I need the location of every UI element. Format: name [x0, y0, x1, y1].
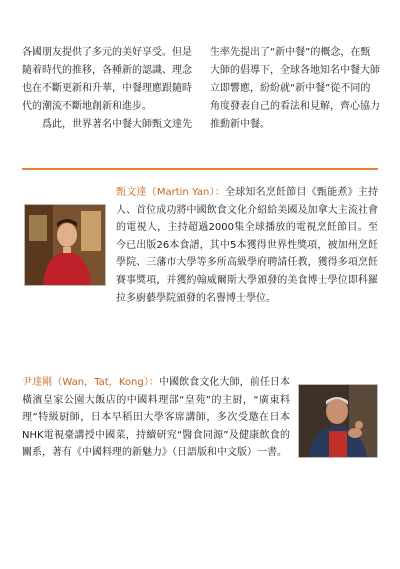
bio-name: 甄文達（Martin Yan）： — [116, 187, 225, 198]
section-divider — [22, 168, 378, 170]
intro-left-column — [22, 44, 192, 134]
intro-paragraph-3: 生率先提出了“新中餐”的概念，在甄大師的倡導下，全球各地知名中餐大師立即響應，紛紛就“新中餐”從不同的角度發表自己的看法和見解，齊心協力推動新中餐。 — [210, 47, 380, 130]
martin-yan-photo — [24, 204, 106, 286]
intro-columns — [22, 44, 380, 134]
bio-martin-yan — [116, 184, 378, 307]
portrait-gesturing-man-icon — [299, 385, 377, 457]
intro-paragraph-1: 各國朋友提供了多元的美好享受。但是隨着時代的推移，各種新的認識、理念也在不斷更新和升華，中餐理應跟隨時代的潮流不斷地創新和進步。 — [22, 47, 192, 112]
bio-text: 中國飲食文化大師，前任日本橫濱皇家公園大飯店的中國料理部“皇苑”的主厨，“廣東料理”特級厨師，日本早稻田大學客席講師，多次受邀在日本NHK電視臺講授中國菜，持續研究“醫食同源”及健康飲食的關系，著有《中國料理的新魅力》（日語版和中文版）一書。 — [22, 377, 290, 459]
intro-right-column — [210, 44, 380, 134]
wan-tat-kong-photo — [298, 384, 378, 458]
bio-text: 全球知名烹飪節目《甄能煮》主持人、首位成功將中國飲食文化介紹給美國及加拿大主流社會的電視人，主持超過2000集全球播放的電視烹飪節目。至今已出版26本食譜，其中5本獲得世界性獎項，被加州烹飪學院、三藩市大學等多所高級學府聘請任教，獲得多項烹飪賽事獎項，并獲約翰威爾斯大學頒發的美食博士學位即科羅拉多廚藝學院頒發的名譽博士學位。 — [116, 187, 379, 304]
intro-paragraph-2: 爲此，世界著名中餐大師甄文達先 — [42, 119, 192, 130]
portrait-red-shirt-icon — [25, 205, 105, 285]
bio-name: 尹達剛（Wan，Tat，Kong）： — [22, 377, 159, 388]
bio-wan-tat-kong — [22, 374, 290, 462]
